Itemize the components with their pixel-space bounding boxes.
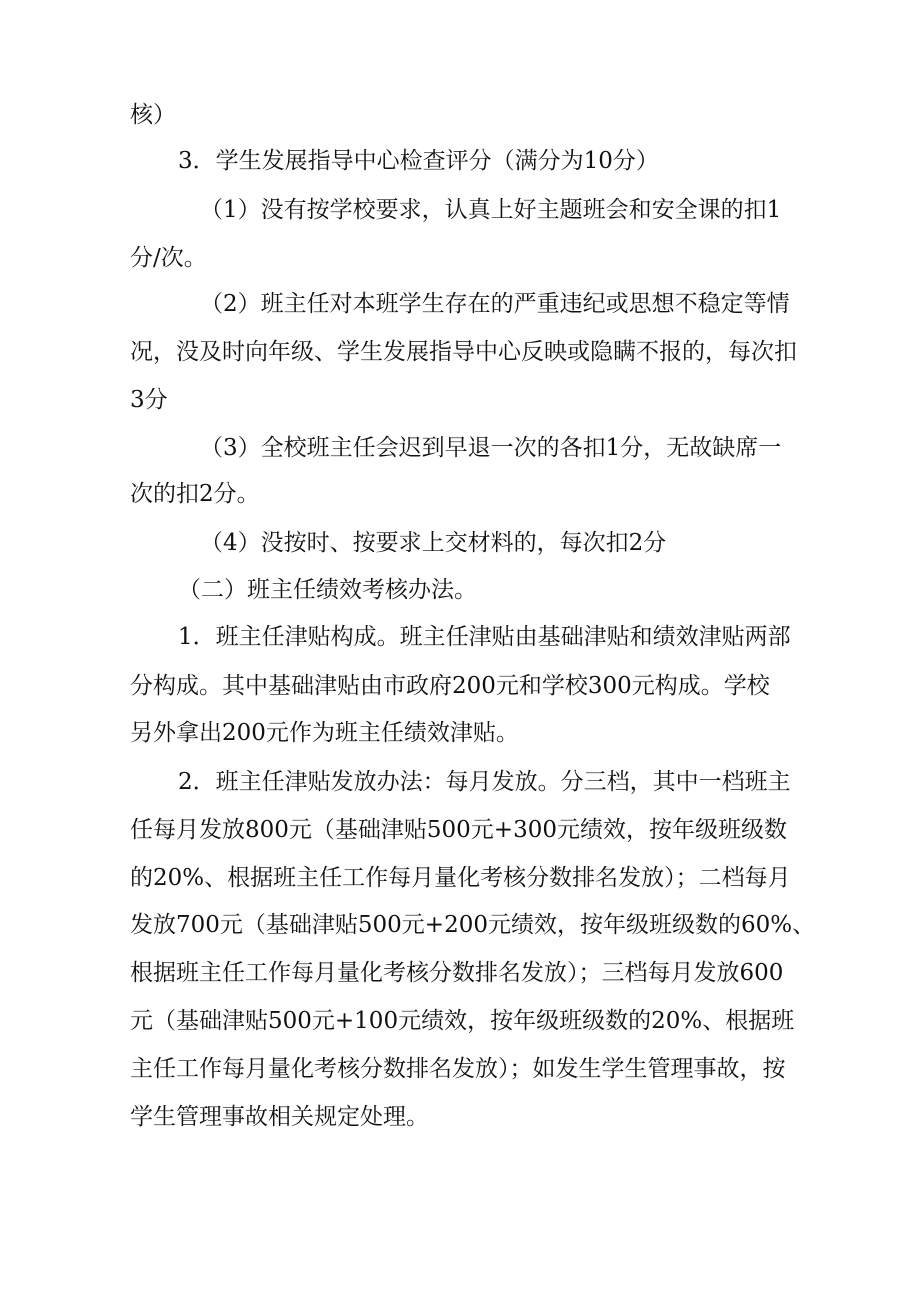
text-line: 次的扣2分。 (130, 481, 260, 507)
text-line: 元（基础津贴500元+100元绩效，按年级班级数的20%、根据班 (130, 1008, 795, 1034)
text-line: 的20%、根据班主任工作每月量化考核分数排名发放）；二档每月 (130, 865, 791, 891)
text-line: 3分 (130, 387, 168, 413)
text-line: 1．班主任津贴构成。班主任津贴由基础津贴和绩效津贴两部 (178, 624, 791, 650)
text-line: 况，没及时向年级、学生发展指导中心反映或隐瞒不报的，每次扣 (130, 339, 797, 365)
text-line: （1）没有按学校要求，认真上好主题班会和安全课的扣1 (200, 197, 782, 223)
text-line: （3）全校班主任会迟到早退一次的各扣1分，无故缺席一 (200, 435, 782, 461)
section-heading-3: 3．学生发展指导中心检查评分（满分为10分） (178, 148, 659, 174)
text-line: （4）没按时、按要求上交材料的，每次扣2分 (200, 530, 667, 556)
text-line: 另外拿出200元作为班主任绩效津贴。 (130, 720, 519, 746)
text-line: （2）班主任对本班学生存在的严重违纪或思想不稳定等情 (200, 291, 790, 317)
text-line: 分/次。 (130, 245, 207, 271)
section-heading-2: （二）班主任绩效考核办法。 (178, 577, 477, 603)
text-line: 主任工作每月量化考核分数排名发放）；如发生学生管理事故，按 (130, 1056, 786, 1082)
text-line: 任每月发放800元（基础津贴500元+300元绩效，按年级班级数 (130, 817, 787, 843)
text-line: 分构成。其中基础津贴由市政府200元和学校300元构成。学校 (130, 673, 770, 699)
text-line: 发放700元（基础津贴500元+200元绩效，按年级班级数的60%、 (130, 912, 816, 938)
text-line: 核） (130, 102, 176, 128)
text-line: 2．班主任津贴发放办法：每月发放。分三档，其中一档班主 (178, 769, 791, 795)
text-line: 根据班主任工作每月量化考核分数排名发放）；三档每月发放600 (130, 960, 784, 986)
text-line: 学生管理事故相关规定处理。 (130, 1104, 429, 1130)
